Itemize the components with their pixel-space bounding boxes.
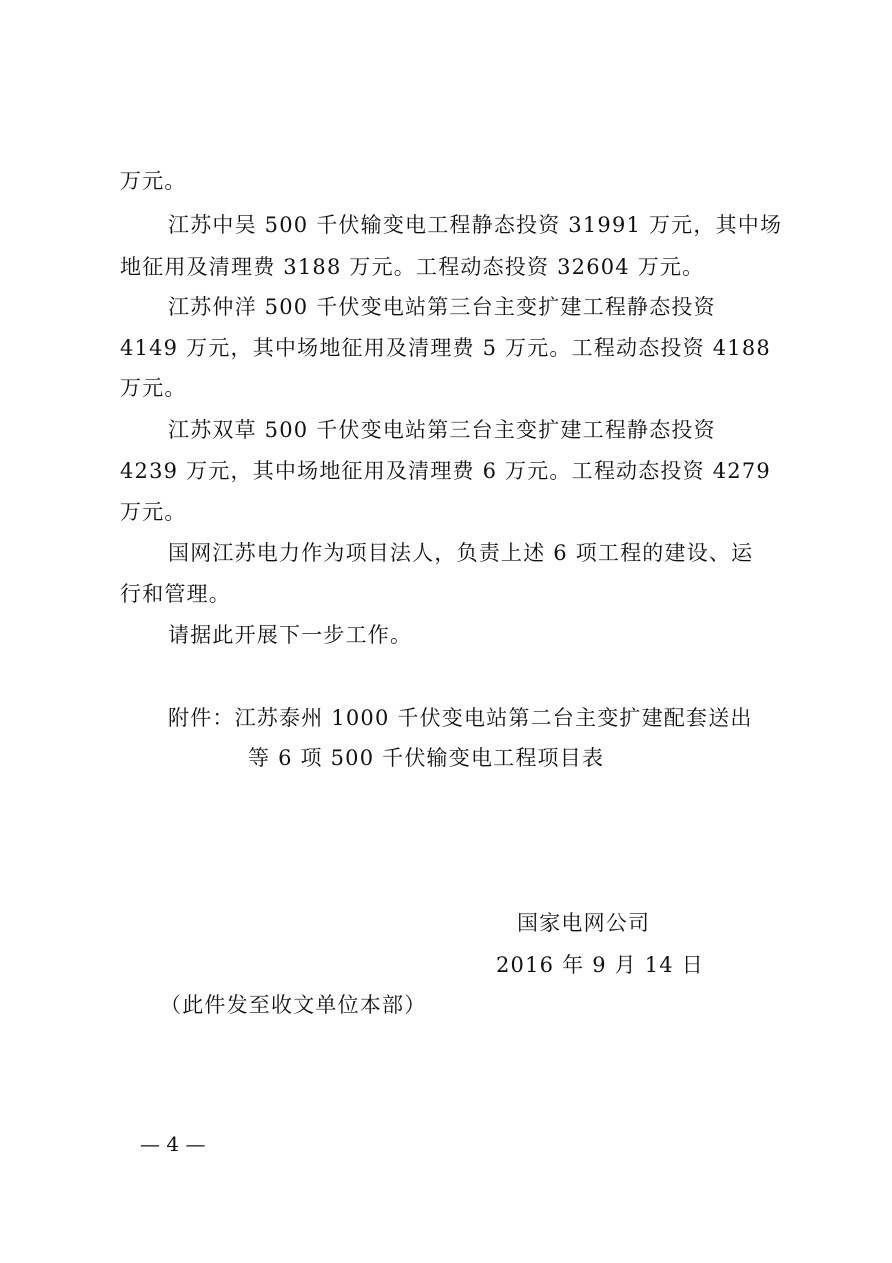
signature-date: 2016 年 9 月 14 日 <box>496 953 704 977</box>
attachment-line-1: 附件：江苏泰州 1000 千伏变电站第二台主变扩建配套送出 <box>168 706 753 730</box>
body-line-6: 万元。 <box>120 376 187 400</box>
body-line-1: 万元。 <box>120 169 187 193</box>
body-line-12: 请据此开展下一步工作。 <box>168 623 413 647</box>
body-line-5: 4149 万元，其中场地征用及清理费 5 万元。工程动态投资 4188 <box>120 336 771 360</box>
page-number: — 4 — <box>140 1132 206 1156</box>
body-line-10: 国网江苏电力作为项目法人，负责上述 6 项工程的建设、运 <box>168 541 754 565</box>
body-line-4: 江苏仲洋 500 千伏变电站第三台主变扩建工程静态投资 <box>168 295 716 319</box>
body-line-9: 万元。 <box>120 500 187 524</box>
signature-org: 国家电网公司 <box>517 911 651 935</box>
body-line-11: 行和管理。 <box>120 582 231 606</box>
attachment-line-2: 等 6 项 500 千伏输变电工程项目表 <box>248 746 605 770</box>
body-line-8: 4239 万元，其中场地征用及清理费 6 万元。工程动态投资 4279 <box>120 459 771 483</box>
distribution-note: （此件发至收文单位本部） <box>160 993 427 1017</box>
body-line-7: 江苏双草 500 千伏变电站第三台主变扩建工程静态投资 <box>168 418 716 442</box>
body-line-3: 地征用及清理费 3188 万元。工程动态投资 32604 万元。 <box>120 255 705 279</box>
body-line-2: 江苏中吴 500 千伏输变电工程静态投资 31991 万元，其中场 <box>168 213 783 237</box>
